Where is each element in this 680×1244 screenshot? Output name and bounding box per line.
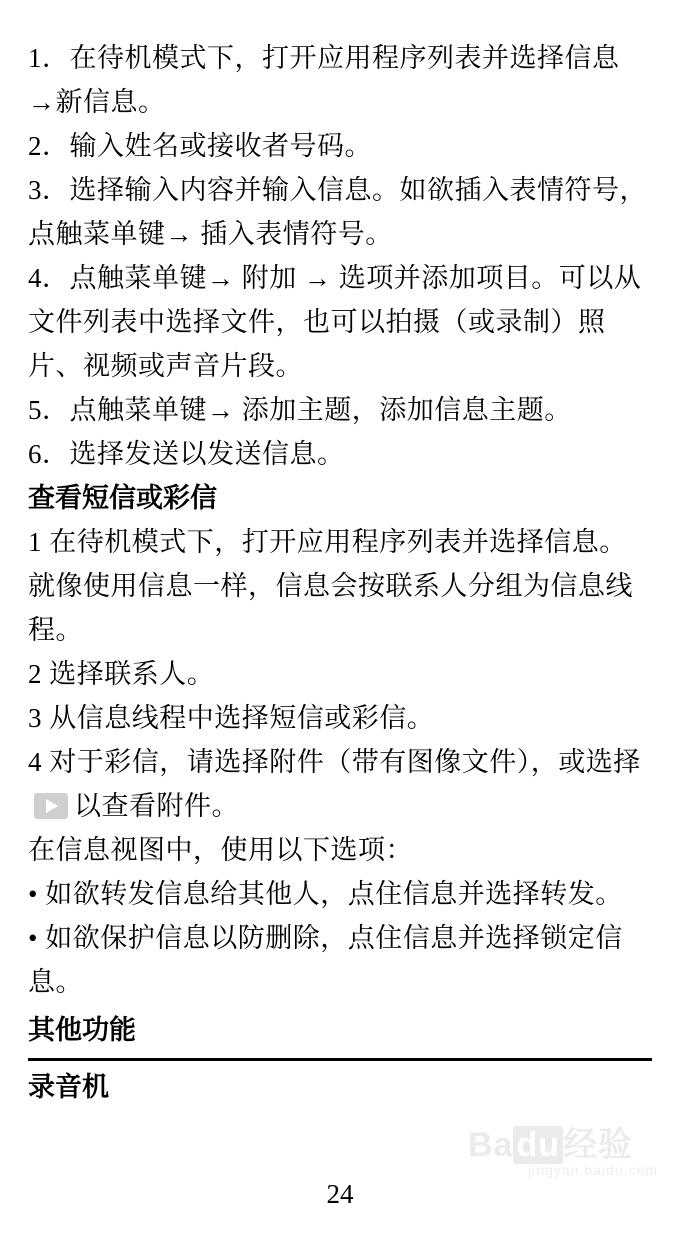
body-paragraph-3: 3．选择输入内容并输入信息。如欲插入表情符号，点触菜单键→ 插入表情符号。 <box>28 175 647 249</box>
watermark-brand-suffix: 经验 <box>563 1126 634 1164</box>
body-paragraph-5: 5．点触菜单键→ 添加主题，添加信息主题。 <box>28 395 572 425</box>
section-heading-voice-recorder: 录音机 <box>28 1072 109 1102</box>
body-paragraph-6: 6．选择发送以发送信息。 <box>28 439 345 469</box>
page-number: 24 <box>326 1179 354 1209</box>
watermark-sub: jingyan.baidu.com <box>528 1162 658 1178</box>
bullet-item-1: • 如欲转发信息给其他人，点住信息并选择转发。 <box>28 879 623 909</box>
bullet-item-2: • 如欲保护信息以防删除，点住信息并选择锁定信息。 <box>28 923 623 997</box>
section-paragraph-3: 3 从信息线程中选择短信或彩信。 <box>28 703 435 733</box>
body-paragraph-2: 2．输入姓名或接收者号码。 <box>28 131 372 161</box>
section-paragraph-4 <box>28 740 652 828</box>
body-paragraph-1: 1．在待机模式下，打开应用程序列表并选择信息 →新信息。 <box>28 43 627 117</box>
section-paragraph-2: 2 选择联系人。 <box>28 659 215 689</box>
watermark-brand-box: du <box>513 1126 563 1164</box>
section-heading-view-messages: 查看短信或彩信 <box>28 483 217 513</box>
section-heading-other-functions: 其他功能 <box>28 1015 136 1045</box>
watermark-brand <box>468 1126 658 1164</box>
play-icon <box>34 793 68 819</box>
attachment-text-before: 4 对于彩信，请选择附件（带有图像文件），或选择 <box>28 747 641 777</box>
attachment-text-after: 以查看附件。 <box>74 791 239 821</box>
body-paragraph-4: 4．点触菜单键→ 附加 → 选项并添加项目。可以从文件列表中选择文件，也可以拍摄（或录制）照片、视频或声音片段。 <box>28 263 642 381</box>
options-intro: 在信息视图中，使用以下选项： <box>28 835 413 865</box>
watermark-brand-prefix: Ba <box>468 1126 514 1164</box>
section-paragraph-1: 1 在待机模式下，打开应用程序列表并选择信息。就像使用信息一样，信息会按联系人分组为信息线程。 <box>28 527 633 645</box>
section-divider <box>28 1058 652 1061</box>
